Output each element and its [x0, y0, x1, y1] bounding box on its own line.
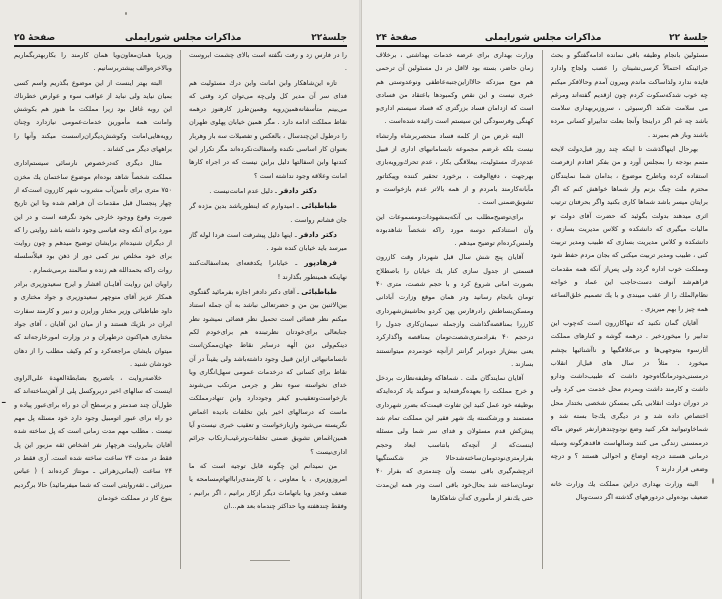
page-number: صفحهٔ ۲۴ — [376, 33, 418, 43]
paragraph: البته وزارت بهداری دراین مملکت یك وزارت خانه ضعیف بوده‌ولی دردورههای گذشته اگر دست‌وبال — [550, 479, 708, 501]
speech-paragraph — [189, 184, 347, 198]
speaker-name: طباطبائی — [301, 287, 337, 297]
paragraph: برای‌توضیح‌مطلب بی آنکه‌بمشهودات‌ومسموعات این وآن استنادکنم دوسه مورد راکه شخصاً شاهدبوده ولمس‌کرده‌ام توضیح میدهم . — [376, 212, 534, 248]
paragraph: خلاصه‌روایت ، باتصریح بضابطة‌العهدة علی‌الراوی اینست که سالهای اخیر دربروکسل پلی از آهن‌ساخته‌اند که طول‌آن چند صدمتر و برسطح آن دو راه برای‌عبور پیاده و دو راه برای عبور اتومبیل وجود دارد خود مسئله پل مهم نیست . مطلب مهم مدت زمانی است که پل ساخته شده آقایان بنابروایت هرچهار نفر اشخاص ثقه مزبور این پل فقط در مدت ۲۴ ساعت ساخته شده است. آری فقط در ۲۴ ساعت (ایمانی‌زهرائی ـ مونتاژ کرده‌اند ) ( عباس میرزائی ـ ثقه‌روایتی است که شما میفرمائید) حالا برگردیم بنوع کار در مملکت خودمان — [14, 374, 172, 502]
right-page — [361, 0, 722, 599]
paragraph: بهرحال اینهاگذشت تا اینکه چند روز قبل‌دولت لایحه متمم بودجه را بمجلس آورد و من بفکر افتادم ازفرصت استفاده کرده وباطرح موضوع ، بدامان شما نمایندگان محترم ملت چنگ بزنم واز شماها خواهش کنم که اگر برایتان میسر باشد شماها کاری بکنید واگر بحرفتان ترتیب اثری میدهند بدولت بگوئید که حضرت آقای دولت تو مالیات میگیری که دانشکده و کلاس مدیریت بسازی ، دانشکده و کلاس مدیریت بسازی که طبیب ومدیر تربیت کنی ، طبیب ومدیر تربیت میکنی که بجان مردم حفظ شود ومملکت خوب اداره گردد ولی پس‌از آنکه همه مقدمات فراهم‌شد آنوقت دست‌حاجب این عماد و خواجه نظام‌الملك را از عقب میبندی و با یك تصمیم خلق‌الساعه همه چیز را بهم میریزی . — [550, 145, 708, 313]
paragraph: وزارت بهداری برای عرضه خدمات بهداشتی ، برخلاف زمان حاضر، بسته بود لااقل در دل مسئولین آن ترحمی هم موج میزد‌که حالاازاین‌جنبه‌عاطفی ونوعدوستی هم خبری نیست و این نقص وکمبودها باعتقاد من فسادی است که ازدامان فساد بزرگتری که فساد سیستم اداری‌و کهنگی وفرسودگی این سیستم است زائیده شده‌است . — [376, 51, 534, 126]
speech-paragraph — [189, 285, 347, 459]
scan-speck — [125, 12, 127, 15]
column-divider — [542, 50, 543, 569]
column-left — [376, 49, 534, 569]
left-page-header — [14, 30, 347, 43]
speech-text: ـ اینها دلیل پیشرفت است فردا لوله گاز میرسد باید خیابان کنده شود . — [189, 230, 347, 253]
speaker-name: فرهادپور — [304, 258, 337, 268]
speech-text: ـ خیابانرا یکدفعه‌ای بعداسفالت‌کنند نهاینکه همینطور بگذارند ! — [189, 259, 347, 281]
paragraph: البته غرض من از کلمه فساد منحصربرشاه وارتشاء نیست بلکه غرضم مجموعه نابسامانیهای اداری از قبیل عدم‌درك مسئولیت، بیعلاقگی بکار ، عدم تحرك‌ورویه‌بازی بهرجهت ، دفع‌الوقت ، برخورد تحقیر کننده وپیکتاتور مآبانه‌کارمند بامردم و از همه بالاتر عدم بازخواست و تشویق‌ضمنی است . — [376, 131, 534, 207]
speech-text: ـ دلیل عدم امانت‌نیست . — [209, 186, 279, 195]
speaker-name: دکتر دادفر — [299, 229, 337, 239]
speech-paragraph — [189, 199, 347, 227]
page-number: صفحهٔ ۲۵ — [14, 33, 56, 43]
speech-text: ـ آقای دکتر دادفر اجازه بفرمائید گفتگوی بین‌الاثنین بین من و حضرتعالی نباشد به آن جمله استناد میکنم نظر قضائی است تحمیل نظر قضائی نمیشود نظر جنابعالی برای‌خودتان نظرتبنده هم برای‌خودم لکم دینکم‌ولی دین الٰهه درسایر نقاط جهان‌ممکن‌است نابسامانیهائی ازاین قبیل وجود داشته‌باشد ولی یقیناً در آن نقاط برای کسانی که درخدمات عمومی سهل‌انگاری ویا خدای نخواسته سوء نظر و جرمی مرتکب می‌شوند بازخواست‌وتعقیب‌و کیفر وجوددارد وابن تنهادرمملکت ماست که درسالهای اخیر باین تخلفات بادیده اغماض نگریسته می‌شود وازبازخواست و تعقیب خبری نیست‌و آیا همین‌اغماض تشویق ضمنی تخلفات‌وترغیب‌ارتکاب جرائم اداری‌نیست ؟ — [189, 288, 347, 456]
speech-paragraph — [189, 228, 347, 256]
scan-speck — [712, 478, 714, 484]
paragraph: آقایان گمان نکنید که تنهاکازرون است که‌چوب این تدابیر را میخورد‌خیر . درهمه گوشه و کنارهای مملکت آثارسوء بیتوجهی‌ها و بی‌علاقگیها و ناآشنائیها بچشم میخورد . مثلاً در سال های قبل‌از انقلاب درمسنی‌دودرمانگاه‌وجود داشت که طبیب‌داشت ودارو داشت و کارمند داشت وبمردم محل خدمت می کرد ولی در دوران دولت انقلابی یکی بمسکن شخصی بختدار محل اختصاص داده شد و در دیگری یك‌جا بسته شد و شماخاوتیوانید فکر کنید وضع نودوچندهزارنفر عیوض ماکه درممسنی زندگی می کنند وسالهاست فاقدهرگونه وسیله درمانی هستند درچه اوضاع و احوالی هستند ؟ و درچه وضعی قرار دارند ؟ — [550, 318, 708, 474]
margin-mark: ـ — [2, 392, 6, 406]
page-title: مذاکرات مجلس شورایملی — [124, 33, 242, 43]
end-mark — [250, 560, 290, 561]
paragraph: تازه این‌شاهکار وابن امانت وابن درك مسئولیت هم فدای سر آن مدیر کل ولی‌چه می‌توان کرد وقتی که می‌بینم متأسفانه‌همین‌رویه وهمین‌طرز کارهنوز درهمه نقاط مملکت ادامه دارد . مگر همین خیابان پهلوی طهران را درطول این‌چندسال ، بالعکس و تفصیلات سه بار وهربار بعنوان کار اساسی نکنده واسفالت‌نکرده‌اند مگر تکرار این کندنها وابن اسفالتها دلیل براین نیست که در اجراء کارها امانت وعلاقه وجود نداشته است ؟ — [189, 78, 347, 180]
column-right — [551, 49, 709, 569]
speaker-name: طباطبائی — [301, 201, 337, 211]
paragraph: راویان این روایت آقایـان افشار و ایرج سعیدوزیری برادر همکار عزیز آقای منوچهر سعیدوزیری و جواد مختاری و داود طباطبائی وزیر مختار ورایزن و دبیر و کارمند سفارت ایران در بلژیك هستند و از میان این آقایان ، آقای جواد مختاری هم‌اکنون درطهران و در وزارت امورخارجه‌اند که میتوان بایشان مراجعه‌کرد و کم وکیف مطلب را از دهان خودشان شنید . — [14, 280, 172, 368]
left-page-columns — [14, 49, 347, 569]
speech-text: ـ امیدوارم که اینطورباشد بدین مژده گر جان فشانم رواست . — [189, 202, 347, 224]
header-rule — [14, 45, 347, 47]
paragraph: البته بهتر اینست از این موضوع بگذریم واسم کسی بمیان نیاید ولی نباید از عواقب سوء و عوارض خطرناك این روبه غافل بود زیرا مملکت ما هنوز هم بکوشش وامانت همه مأمورین خدمات‌عمومی نیازدارد وچنان رویه‌هایی‌امانت وکوشش‌دیگران‌راسست میکند وآنها را براههای دیگر می کشاند . — [14, 78, 172, 154]
header-rule — [376, 45, 708, 47]
paragraph: را در فارس زد و رفت نگفته است بالای چشمت ابروست . — [189, 51, 347, 73]
page-title: مذاکرات مجلس شورایملی — [484, 33, 602, 43]
paragraph: مثال دیگری که‌درخصوص نارسائی سیستم‌اداری مملکت شخصاً شاهد بوده‌ام موضوع ساختمان یك مخزن ۷۵۰ متری برای تأمین‌آب مشروب شهر کازرون است‌که از چهار پنجسال قبل مقدمات آن فراهم شده وتا این تاریخ صورت وقوع ووجود خارجی بخود نگرفته است و در این مورد برای آنکه وجه قیاسی وجود داشته باشد روایتی را که از دیگران شنیده‌ام برایشان توضیح میدهم و چون روایت برای خود مخلص نیز کمی دور از ذهن بود قبلاًسلسله روات راکه بحمدالله هم زنده و سالمند برمی‌شمارم . — [14, 159, 172, 274]
right-page-columns — [376, 49, 708, 569]
speaker-name: دکتر دادفر — [278, 185, 317, 195]
column-left — [14, 49, 172, 569]
paragraph: آقایان نمایندگان ملت . شماهاکه وظیفه‌نظارت بردخل و خرج مملکت را بعهده‌گرفته‌اید و سوگند یاد کرده‌اید‌که بوظیفه خود عمل کنید این تفاوت قیمت‌که بضرر شهرداری مستمند و ورشکسته یك شهر فقیر اين مملکت تمام شد پیش‌کش قدم مسئولان و فدای سر شما ولی مسئله اینست‌که از آنچه‌که بانتاسب ابعاد وحجم بفرارمتری‌نودتومان‌ساخته‌شدحالا جز شکستگیها اثرچشم‌گیری باقی نیست وآن چندمتری که بفرار ۴۰ تومان‌ساخته شد بحال‌خود باقی است ودر همه این‌مدت حتی یك‌نفر از مأموری که‌آن شاهکارها — [376, 374, 534, 502]
right-page-header — [376, 30, 708, 43]
paragraph: وزیریا همان‌معاون‌ویا همان کارمند را بکاربهتربگماریم وبالاخره‌والف پیشتربرسانیم . — [14, 51, 172, 73]
paragraph: من نمیدانم این چگونه قابل توجیه است که ما امروزوزیری ، یا معاونی ، یا کارمندی‌رابااتهام‌مسامحه یا ضعف وعجز ویا باتهامات دیگر ازکار برانیم ، اگر برانیم ، وفقط چندهفته ویا حداکثر چندماه بعد هم...ان — [189, 461, 347, 510]
session-label: جلسهٔ۲۲ — [311, 33, 347, 43]
column-right — [189, 49, 347, 569]
column-divider — [180, 50, 181, 569]
speech-paragraph — [189, 256, 347, 284]
session-label: جلسهٔ ۲۲ — [669, 33, 708, 43]
paragraph: مسئولین بانجام وظیفه باقی نمانده ادامه‌گفتگو و بحث جرائینکه احتمالاً کرسی‌نشینان را عصب ولجاج وادارد فایده ندارد ولذاساکت ماندم وبیرون آمدم وحالافکر میکنم چه خوب شد‌که‌سکوت کردم چون ازقدیم گفته‌اند ومرغم می سلامت شکند اگرسبوئی ، سروزیربهداری سلامت باشد چه غم اگر دراینجا وآنجا بعلت تدابیراو کسانی مرده باشند وباز هم بمیرند . — [550, 51, 708, 139]
paragraph: آقایان پنج شش سال قبل شهردار وقت کازرون قسمتی از جدول سازی کنار یك خیابان را باصطلاح بصورت امانی شروع کرد و با حجم شصت، متری ۴۰ تومان بانجام رسانید ودر همان موقع وزارت آبادانی ومسکن‌بساطش رادرفارس پهن کرد‌و بحاشیش‌شهرداری کارزرا بمناقصه‌گذاشت وازجمله سیمان‌کاری جدول را درحجم ۴۰ بفرادمتری‌شصت‌تومان بمناقصه واگذارکرد یعنی بیش‌از دوبرابر گرانتر ازآنچه خودمردم میتوانستند بسازند . — [376, 253, 534, 368]
